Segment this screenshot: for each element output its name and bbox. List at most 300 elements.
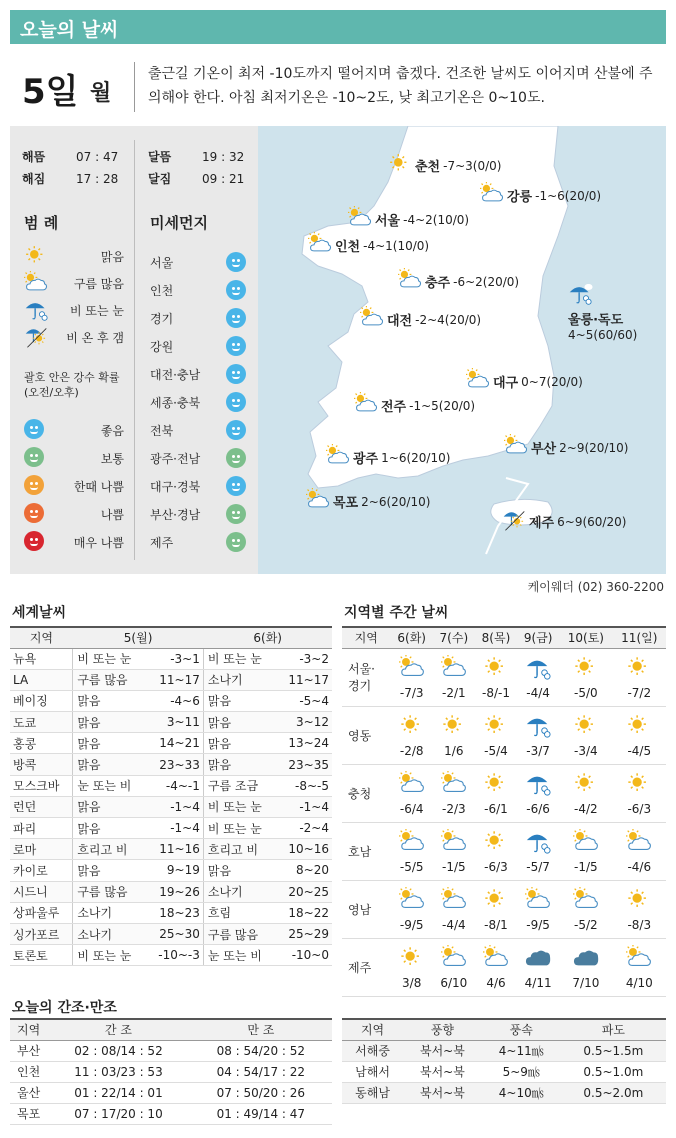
table-cell: 소나기 — [203, 669, 277, 690]
sun-icon — [388, 152, 412, 179]
table-cell: 소나기 — [203, 881, 277, 902]
weekly-col-header: 9(금) — [517, 627, 559, 648]
sun-cloud-icon — [433, 771, 475, 800]
table-cell: 맑음 — [203, 860, 277, 881]
table-cell: 맑음 — [203, 733, 277, 754]
table-cell: -4~6 — [147, 690, 204, 711]
table-row — [342, 938, 666, 996]
table-cell: -1~4 — [147, 796, 204, 817]
weekly-cell — [475, 938, 517, 996]
page-title: 오늘의 날씨 — [20, 19, 119, 41]
legend-panel — [10, 126, 258, 574]
dust-face-icon — [226, 476, 246, 496]
table-cell: -8~-5 — [277, 775, 332, 796]
sun-icon — [559, 713, 612, 742]
table-cell: 04 : 54/17 : 22 — [190, 1061, 332, 1082]
city-temp: -7~3(0/0) — [443, 158, 502, 173]
table-cell: 도쿄 — [10, 712, 73, 733]
moonrise-label: 달뜸 — [148, 150, 172, 164]
weekly-temp: -4/4 — [526, 685, 550, 700]
table-row — [10, 881, 332, 902]
table-row — [10, 712, 332, 733]
dust-level-label: 좋음 — [100, 424, 124, 438]
table-row — [342, 822, 666, 880]
sun-cloud-icon — [348, 206, 372, 233]
table-cell: 북서~북 — [403, 1061, 482, 1082]
table-cell: 맑음 — [73, 796, 147, 817]
sea-col-header: 풍속 — [482, 1019, 561, 1040]
weekly-col-header: 지역 — [342, 627, 391, 648]
weekly-temp: -5/7 — [526, 859, 550, 874]
city-forecast — [326, 444, 450, 471]
weekly-cell — [433, 764, 475, 822]
weekly-temp: -8/3 — [627, 917, 652, 932]
table-cell: 맑음 — [73, 733, 147, 754]
table-row — [342, 1061, 666, 1082]
weekly-temp: -5/5 — [399, 859, 424, 874]
table-cell: 로마 — [10, 839, 73, 860]
table-cell: 맑음 — [73, 754, 147, 775]
weekly-cell — [559, 822, 612, 880]
weekly-cell — [517, 880, 559, 938]
table-cell: 맑음 — [73, 712, 147, 733]
dust-face-icon — [226, 504, 246, 524]
legend-item-label: 맑음 — [100, 250, 124, 264]
city-name: 인천 — [335, 240, 361, 255]
city-name: 충주 — [425, 276, 451, 291]
weekly-temp: 4/10 — [625, 975, 653, 990]
table-cell: 02 : 08/14 : 52 — [47, 1040, 189, 1061]
sun-icon — [391, 945, 433, 974]
weekly-cell — [391, 880, 433, 938]
weekly-temp: -7/2 — [627, 685, 652, 700]
table-cell: 18~23 — [147, 902, 204, 923]
table-row — [10, 839, 332, 860]
table-cell: 3~11 — [147, 712, 204, 733]
weekly-region: 서울· 경기 — [342, 648, 391, 706]
table-row — [10, 945, 332, 966]
dust-region — [150, 534, 246, 551]
world-col-header: 지역 — [10, 627, 73, 648]
table-cell: 11~16 — [147, 839, 204, 860]
table-cell: 8~20 — [277, 860, 332, 881]
weekly-cell — [517, 648, 559, 706]
table-cell: 남해서 — [342, 1061, 403, 1082]
table-cell: 11 : 03/23 : 53 — [47, 1061, 189, 1082]
table-row — [10, 923, 332, 944]
table-cell: 11~17 — [147, 669, 204, 690]
weekly-temp: -6/3 — [627, 801, 652, 816]
weekly-cell — [475, 648, 517, 706]
weekly-cell — [559, 648, 612, 706]
weekly-temp: -6/3 — [484, 859, 508, 874]
table-row — [342, 764, 666, 822]
weekly-cell — [433, 648, 475, 706]
dust-face-icon — [24, 447, 44, 467]
sun-cloud-icon — [391, 887, 433, 916]
table-cell: 목포 — [10, 1103, 47, 1124]
city-temp: 6~9(60/20) — [557, 514, 627, 529]
weekly-temp: 3/8 — [402, 975, 422, 990]
dust-face-icon — [24, 475, 44, 495]
tide-col-header: 간 조 — [47, 1019, 189, 1040]
weekly-region: 영동 — [342, 706, 391, 764]
weekly-cell — [475, 706, 517, 764]
city-temp: -1~6(20/0) — [535, 188, 602, 203]
sun-cloud-icon — [559, 887, 612, 916]
sun-cloud-icon — [433, 887, 475, 916]
table-cell: 23~35 — [277, 754, 332, 775]
table-row — [342, 1040, 666, 1061]
sun-icon — [475, 829, 517, 858]
weekly-cell — [475, 764, 517, 822]
table-cell: 07 : 17/20 : 10 — [47, 1103, 189, 1124]
table-cell: 맑음 — [203, 754, 277, 775]
tide-col-header: 만 조 — [190, 1019, 332, 1040]
sun-cloud-icon — [613, 829, 666, 858]
tide-col-header: 지역 — [10, 1019, 47, 1040]
table-cell: 5~9㎧ — [482, 1061, 561, 1082]
table-cell: 모스크바 — [10, 775, 73, 796]
table-row — [10, 1061, 332, 1082]
table-cell: 0.5~1.0m — [561, 1061, 666, 1082]
weekly-temp: -3/7 — [526, 743, 550, 758]
table-cell: 맑음 — [73, 690, 147, 711]
table-cell: 3~12 — [277, 712, 332, 733]
city-temp: -4~1(10/0) — [363, 238, 430, 253]
table-cell: 11~17 — [277, 669, 332, 690]
table-row — [10, 648, 332, 669]
sun-cloud-icon — [391, 771, 433, 800]
city-forecast — [308, 232, 429, 259]
dust-region-name: 인천 — [150, 284, 174, 298]
city-forecast — [306, 488, 430, 515]
dust-level-label: 나쁨 — [100, 508, 124, 522]
table-row — [342, 1082, 666, 1103]
weekly-region: 영남 — [342, 880, 391, 938]
city-forecast — [348, 206, 469, 233]
table-row — [10, 860, 332, 881]
dust-face-icon — [226, 308, 246, 328]
dust-region-name: 세종·충북 — [150, 396, 201, 410]
dust-face-icon — [24, 419, 44, 439]
table-cell: 동해남 — [342, 1082, 403, 1103]
table-cell: -3~2 — [277, 648, 332, 669]
dust-region — [150, 478, 246, 495]
dust-face-icon — [226, 280, 246, 300]
table-row — [10, 1103, 332, 1124]
dust-face-icon — [226, 336, 246, 356]
table-row — [10, 1040, 332, 1061]
city-forecast — [354, 392, 475, 419]
world-col-header: 6(화) — [203, 627, 332, 648]
table-cell: 카이로 — [10, 860, 73, 881]
sun-cloud-icon — [433, 829, 475, 858]
table-cell: 북서~북 — [403, 1040, 482, 1061]
dust-level-label: 한때 나쁨 — [73, 480, 124, 494]
legend-note: 괄호 안은 강수 확률 (오전/오후) — [24, 371, 120, 399]
dust-title: 미세먼지 — [150, 214, 208, 232]
city-temp: 2~6(20/10) — [361, 494, 431, 509]
dust-face-icon — [226, 252, 246, 272]
table-cell: 맑음 — [203, 690, 277, 711]
date-day: 5일 — [22, 72, 79, 112]
table-cell: 구름 많음 — [73, 881, 147, 902]
weekly-temp: -4/5 — [627, 743, 652, 758]
weekly-temp: -3/4 — [574, 743, 598, 758]
sun-cloud-icon — [475, 945, 517, 974]
table-cell: 비 또는 눈 — [203, 648, 277, 669]
table-cell: 비 또는 눈 — [203, 796, 277, 817]
table-cell: 부산 — [10, 1040, 47, 1061]
divider — [134, 62, 135, 112]
table-cell: 18~22 — [277, 902, 332, 923]
weekly-cell — [433, 706, 475, 764]
weekly-cell — [475, 822, 517, 880]
rain-then-clear-icon — [24, 325, 48, 352]
sun-icon — [433, 713, 475, 742]
city-name: 부산 — [531, 442, 557, 457]
sun-icon — [475, 887, 517, 916]
weekly-temp: 7/10 — [572, 975, 600, 990]
weekly-temp: 1/6 — [444, 743, 464, 758]
city-name: 춘천 — [415, 160, 441, 175]
table-row — [10, 1082, 332, 1103]
table-cell: 상파울루 — [10, 902, 73, 923]
sun-cloud-icon — [306, 488, 330, 515]
dust-face-icon — [24, 531, 44, 551]
dust-region — [150, 282, 246, 299]
dust-region — [150, 422, 246, 439]
table-cell: 비 또는 눈 — [203, 818, 277, 839]
table-cell: 0.5~1.5m — [561, 1040, 666, 1061]
dust-region — [150, 506, 246, 523]
sun-icon — [559, 655, 612, 684]
city-temp: 1~6(20/10) — [381, 450, 451, 465]
table-row — [342, 706, 666, 764]
weekly-temp: -5/2 — [574, 917, 598, 932]
weekly-region: 충청 — [342, 764, 391, 822]
sun-icon — [559, 771, 612, 800]
weekly-temp: -7/3 — [399, 685, 424, 700]
city-name: 울릉·독도 — [568, 313, 624, 328]
sun-cloud-icon — [391, 655, 433, 684]
weekly-temp: 4/6 — [486, 975, 506, 990]
sun-icon — [613, 713, 666, 742]
sun-icon — [475, 713, 517, 742]
sea-col-header: 지역 — [342, 1019, 403, 1040]
weekly-temp: -2/8 — [399, 743, 424, 758]
dust-region-name: 부산·경남 — [150, 508, 201, 522]
table-cell: 맑음 — [73, 818, 147, 839]
dust-level-label: 보통 — [100, 452, 124, 466]
umbrella-icon — [517, 713, 559, 742]
city-name: 제주 — [529, 516, 555, 531]
sun-cloud-icon — [391, 829, 433, 858]
weekly-temp: -2/3 — [442, 801, 466, 816]
sun-cloud-icon — [24, 271, 48, 298]
credit: 케이웨더 (02) 360-2200 — [527, 580, 664, 594]
sun-icon — [24, 244, 48, 271]
tide-table — [10, 1018, 332, 1125]
table-cell: 런던 — [10, 796, 73, 817]
dust-region — [150, 450, 246, 467]
weekly-cell — [517, 706, 559, 764]
table-cell: 10~16 — [277, 839, 332, 860]
weekly-temp: -2/1 — [442, 685, 466, 700]
world-title: 세계날씨 — [12, 605, 67, 621]
city-name: 대전 — [387, 314, 413, 329]
sunset-label: 해짐 — [22, 172, 46, 186]
city-name: 강릉 — [507, 190, 533, 205]
table-cell: 흐리고 비 — [203, 839, 277, 860]
table-cell: -1~4 — [147, 818, 204, 839]
weekly-cell — [613, 880, 666, 938]
table-cell: 25~30 — [147, 923, 204, 944]
umbrella-icon — [517, 829, 559, 858]
weekly-cell — [475, 880, 517, 938]
weekly-cell — [391, 764, 433, 822]
sun-icon — [613, 887, 666, 916]
sun-cloud-icon — [466, 368, 490, 395]
city-temp: -2~4(20/0) — [415, 312, 482, 327]
dust-region — [150, 310, 246, 327]
moonset-time: 09 : 21 — [202, 172, 245, 186]
dust-region-name: 서울 — [150, 256, 174, 270]
weekly-region: 제주 — [342, 938, 391, 996]
weekly-cell — [433, 938, 475, 996]
weekly-temp: -9/5 — [526, 917, 550, 932]
table-cell: 눈 또는 비 — [203, 945, 277, 966]
sun-cloud-icon — [517, 887, 559, 916]
table-row — [10, 818, 332, 839]
sun-cloud-icon — [354, 392, 378, 419]
city-forecast — [466, 368, 583, 395]
table-cell: 소나기 — [73, 902, 147, 923]
table-cell: 토론토 — [10, 945, 73, 966]
moonset-label: 달짐 — [148, 172, 172, 186]
table-cell: 베이징 — [10, 690, 73, 711]
weekly-cell — [613, 764, 666, 822]
sunrise-label: 해뜸 — [22, 150, 46, 164]
weekly-cell — [613, 822, 666, 880]
dust-face-icon — [226, 392, 246, 412]
table-cell: 흐림 — [203, 902, 277, 923]
page-header — [10, 10, 666, 44]
table-cell: 20~25 — [277, 881, 332, 902]
sun-icon — [613, 771, 666, 800]
table-cell: 홍콩 — [10, 733, 73, 754]
weekly-temp: -8/1 — [484, 917, 508, 932]
city-temp: 0~7(20/0) — [521, 374, 583, 389]
dust-face-icon — [24, 503, 44, 523]
table-cell: 4~10㎧ — [482, 1082, 561, 1103]
city-forecast — [504, 434, 628, 461]
sunrise-time: 07 : 47 — [76, 150, 119, 164]
sun-icon — [475, 655, 517, 684]
weekly-col-header: 7(수) — [433, 627, 475, 648]
table-cell: 흐리고 비 — [73, 839, 147, 860]
city-forecast — [480, 182, 601, 209]
city-name: 광주 — [353, 452, 379, 467]
dust-region — [150, 394, 246, 411]
table-cell: -10~-3 — [147, 945, 204, 966]
weekly-cell — [517, 938, 559, 996]
table-cell: 방콕 — [10, 754, 73, 775]
weekly-temp: -1/5 — [574, 859, 598, 874]
table-cell: 비 또는 눈 — [73, 648, 147, 669]
table-cell: 01 : 49/14 : 47 — [190, 1103, 332, 1124]
world-weather-table — [10, 626, 332, 966]
sea-table — [342, 1018, 666, 1104]
sun-cloud-icon — [613, 945, 666, 974]
sea-col-header: 풍향 — [403, 1019, 482, 1040]
dust-region-name: 강원 — [150, 340, 174, 354]
weekly-temp: -4/6 — [627, 859, 652, 874]
table-cell: 울산 — [10, 1082, 47, 1103]
table-cell: 비 또는 눈 — [73, 945, 147, 966]
dust-region-name: 경기 — [150, 312, 174, 326]
table-cell: -5~4 — [277, 690, 332, 711]
table-row — [10, 733, 332, 754]
table-cell: 25~29 — [277, 923, 332, 944]
legend-item-label: 비 온 후 갬 — [66, 331, 124, 345]
table-row — [10, 796, 332, 817]
table-row — [10, 902, 332, 923]
table-cell: 4~11㎧ — [482, 1040, 561, 1061]
weekly-temp: -1/5 — [442, 859, 466, 874]
city-temp: -1~5(20/0) — [409, 398, 476, 413]
table-cell: 맑음 — [203, 712, 277, 733]
table-cell: 01 : 22/14 : 01 — [47, 1082, 189, 1103]
umbrella-icon — [568, 282, 592, 309]
weekly-cell — [391, 938, 433, 996]
weekly-weather-table — [342, 626, 666, 997]
table-cell: 14~21 — [147, 733, 204, 754]
weekly-temp: -8/-1 — [481, 685, 510, 700]
weekly-cell — [559, 938, 612, 996]
tide-title: 오늘의 간조·만조 — [12, 1000, 117, 1016]
city-forecast — [360, 306, 481, 333]
sun-cloud-icon — [308, 232, 332, 259]
weekly-temp: -5/4 — [484, 743, 508, 758]
table-row — [10, 669, 332, 690]
city-temp: -4~2(10/0) — [403, 212, 470, 227]
sun-cloud-icon — [326, 444, 350, 471]
table-cell: 서해중 — [342, 1040, 403, 1061]
weekly-temp: 6/10 — [440, 975, 468, 990]
legend-item-label: 구름 많음 — [73, 277, 124, 291]
city-forecast — [388, 152, 501, 179]
sun-cloud-icon — [504, 434, 528, 461]
dust-level-label: 매우 나쁨 — [73, 536, 124, 550]
table-cell: -10~0 — [277, 945, 332, 966]
dust-face-icon — [226, 420, 246, 440]
table-cell: LA — [10, 669, 73, 690]
table-cell: 맑음 — [73, 860, 147, 881]
table-cell: 소나기 — [73, 923, 147, 944]
table-cell: -3~1 — [147, 648, 204, 669]
table-cell: 19~26 — [147, 881, 204, 902]
dust-region — [150, 254, 246, 271]
date-dow: 월 — [90, 81, 112, 106]
table-cell: 북서~북 — [403, 1082, 482, 1103]
weekly-col-header: 8(목) — [475, 627, 517, 648]
weekly-temp: 4/11 — [524, 975, 552, 990]
sun-cloud-icon — [433, 655, 475, 684]
table-cell: 눈 또는 비 — [73, 775, 147, 796]
table-cell: -2~4 — [277, 818, 332, 839]
